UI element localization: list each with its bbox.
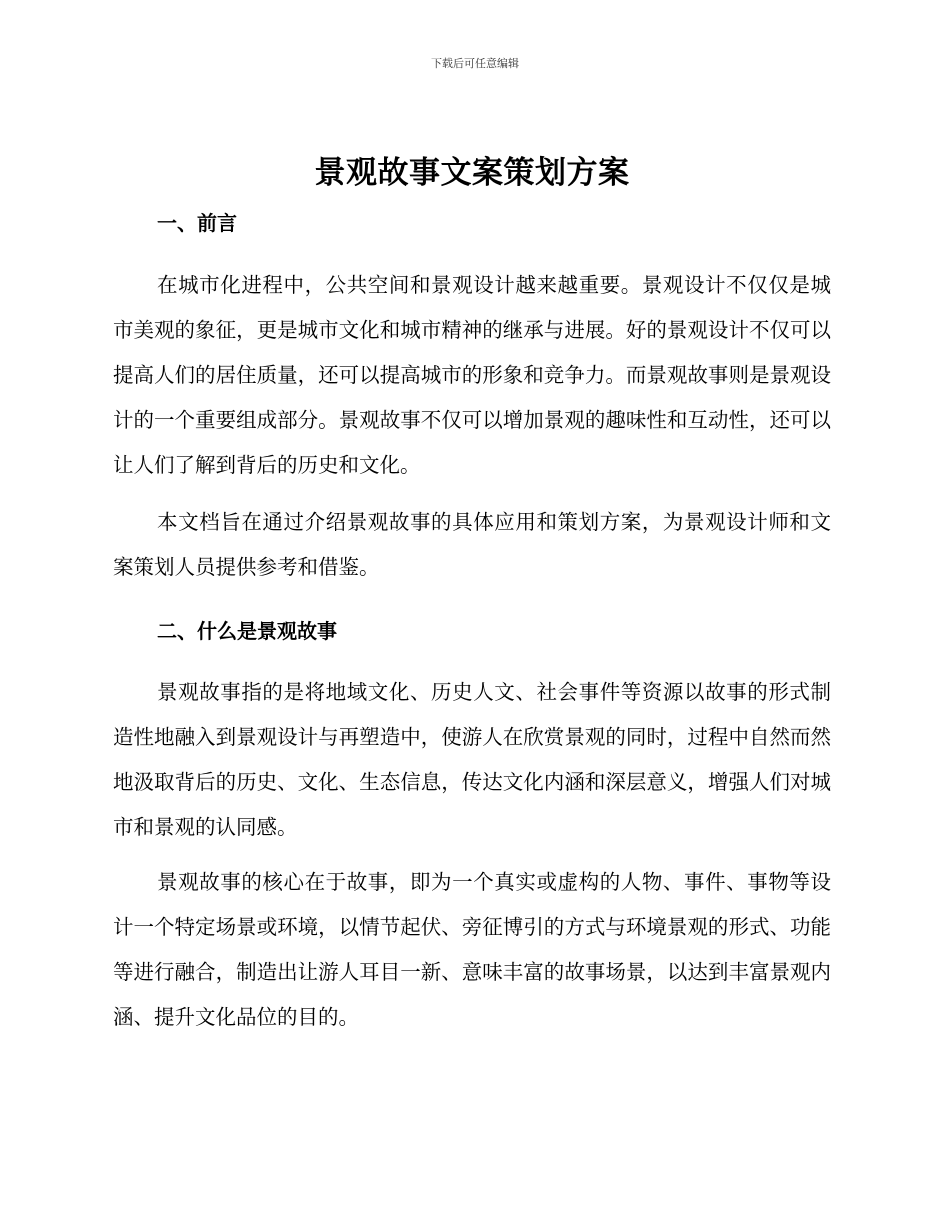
page-header-note: 下载后可任意编辑 xyxy=(431,57,519,70)
section-heading-preface: 一、前言 xyxy=(157,211,237,235)
document-title: 景观故事文案策划方案 xyxy=(314,155,630,191)
paragraph: 景观故事的核心在于故事，即为一个真实或虚构的人物、事件、事物等设计一个特定场景或环境，以情节起伏、旁征博引的方式与环境景观的形式、功能等进行融合，制造出让游人耳目一新、意味丰富的故事场景，以达到丰富景观内涵、提升文化品位的目的。 xyxy=(113,870,831,1029)
paragraph: 本文档旨在通过介绍景观故事的具体应用和策划方案，为景观设计师和文案策划人员提供参考和借鉴。 xyxy=(113,510,831,579)
paragraph: 在城市化进程中，公共空间和景观设计越来越重要。景观设计不仅仅是城市美观的象征，更是城市文化和城市精神的继承与进展。好的景观设计不仅可以提高人们的居住质量，还可以提高城市的形象和竞争力。而景观故事则是景观设计的一个重要组成部分。景观故事不仅可以增加景观的趣味性和互动性，还可以让人们了解到背后的历史和文化。 xyxy=(113,273,831,477)
document-body xyxy=(113,150,831,1040)
section-heading-what-is-landscape-story: 二、什么是景观故事 xyxy=(157,619,337,643)
paragraph: 景观故事指的是将地域文化、历史人文、社会事件等资源以故事的形式制造性地融入到景观设计与再塑造中，使游人在欣赏景观的同时，过程中自然而然地汲取背后的历史、文化、生态信息，传达文化内涵和深层意义，增强人们对城市和景观的认同感。 xyxy=(113,680,831,839)
